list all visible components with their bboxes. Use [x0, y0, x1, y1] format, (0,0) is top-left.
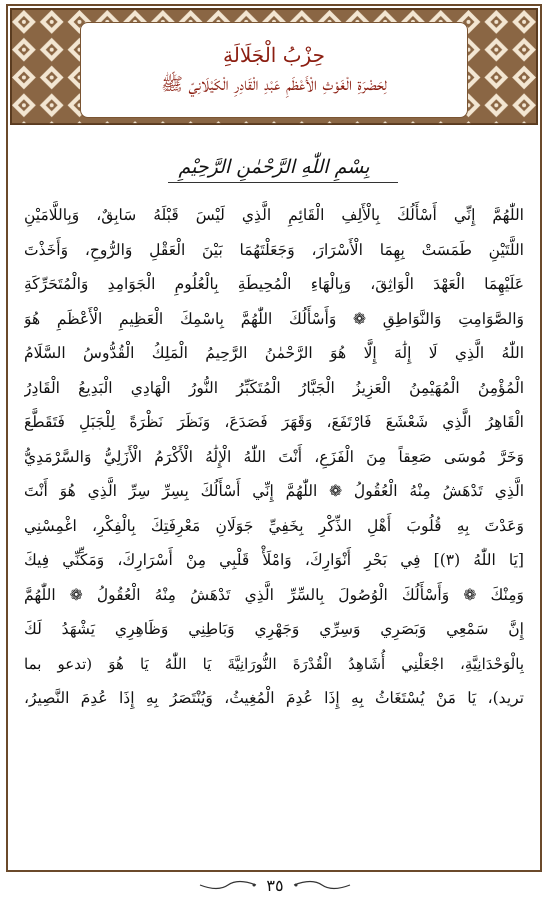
text-line: اللّٰهُمَّ إِنِّي أَسْأَلُكَ بِالْأَلِفِ الْقَائِمِ الَّذِي لَيْسَ قَبْلَهُ سَابِقٌ، وَبِاللَّامَيْنِ	[24, 206, 524, 224]
text-line: الْقَاهِرُ الَّذِي شَعْشَعَ فَارْتَفَعَ، وَقَهَرَ فَصَدَعَ، وَنَظَرَ نَظْرَةً لِلْجَبَلِ فَتَقَطَّعَ	[24, 413, 524, 431]
page-frame	[6, 4, 542, 872]
prayer-text	[24, 198, 524, 716]
footer-flourish-icon	[292, 878, 352, 892]
text-line: وَعَدْتَ بِهِ قُلُوبَ أَهْلِ الذِّكْرِ بِخَفِيِّ جَوَلَانِ مَعْرِفَتِكَ بِالْفِكْرِ، اغْمِسْنِي	[24, 516, 524, 535]
page-subtitle: لِحَضْرَةِ الْغَوْثِ الْأَعْظَمِ عَبْدِ الْقَادِرِ الْكَيْلَانِيّ ﷺ	[161, 74, 387, 95]
text-line: وَالصَّوَامِتِ وَالنَّوَاطِقِ ❁ وَأَسْأَلُكَ اللّٰهُمَّ بِاسْمِكَ الْعَظِيمِ الْأَعْظَمِ هُوَ	[24, 309, 524, 328]
text-line: بِالْوَحْدَانِيَّةِ، اجْعَلْنِي أُشَاهِدُ الْقُدْرَةَ النُّورَانِيَّةَ يَا اللّٰهُ يَا هُوَ (تدعو بما	[24, 654, 524, 673]
text-line: الْمُؤْمِنُ الْمُهَيْمِنُ الْعَزِيزُ الْجَبَّارُ الْمُتَكَبِّرُ النُّورُ الْهَادِي الْبَدِيعُ الْقَادِرُ	[24, 378, 524, 397]
basmala-underline	[168, 182, 398, 183]
basmala: بِسْمِ اللّٰهِ الرَّحْمٰنِ الرَّحِيْمِ	[178, 156, 370, 178]
text-line: إِنَّ سَمْعِي وَبَصَرِي وَسِرِّي وَجَهْرِي وَبَاطِنِي وَظَاهِرِي يَشْهَدُ لَكَ	[24, 620, 524, 638]
text-line: اللَّتَيْنِ طَمَسَتْ بِهِمَا الْأَسْرَارَ، وَجَعَلْتَهُمَا بَيْنَ الْعَقْلِ وَالرُّوحِ، وَأَخَذْتَ	[24, 240, 524, 259]
text-line: اللّٰهُ الَّذِي لَا إِلَٰهَ إِلَّا هُوَ الرَّحْمٰنُ الرَّحِيمُ الْمَلِكُ الْقُدُّوسُ السَّلَامُ	[24, 344, 524, 362]
text-line: وَمِنْكَ ❁ وَأَسْأَلُكَ الْوُصُولَ بِالسِّرِّ الَّذِي تَدْهَشُ مِنْهُ الْعُقُولُ ❁ اللّٰهُمَّ	[24, 585, 524, 604]
footer-flourish-icon	[198, 878, 258, 892]
text-line: الَّذِي تَدْهَشُ مِنْهُ الْعُقُولُ ❁ اللّٰهُمَّ إِنِّي أَسْأَلُكَ بِسِرِّ سِرِّ الَّذِي هُوَ أَنْتَ	[24, 482, 524, 500]
header-panel	[10, 8, 538, 126]
page-number: ٣٥	[266, 875, 284, 895]
text-line: [يَا اللّٰهُ (٣)] فِي بَحْرِ أَنْوَارِكَ، وَامْلَأْ قَلْبِي مِنْ أَسْرَارِكَ، وَمَكِّنِّي فِيكَ	[24, 551, 524, 569]
page-title: حِزْبُ الْجَلَالَةِ	[223, 43, 325, 67]
page-footer	[0, 872, 550, 898]
text-line: تريد)، يَا مَنْ يُسْتَغَاثُ بِهِ إِذَا عُدِمَ الْمُغِيثُ، وَيُنْتَصَرُ بِهِ إِذَا عُدِمَ النَّصِيرُ،	[24, 689, 524, 707]
text-line: عَلَيْهِمَا الْعَهْدَ الْوَاثِقَ، وَبِالْهَاءِ الْمُحِيطَةِ بِالْعُلُومِ الْجَوَامِدِ وَالْمُتَحَرِّكَةِ	[24, 275, 524, 293]
title-cartouche	[80, 22, 468, 118]
text-line: وَخَرَّ مُوسَى صَعِقاً مِنَ الْفَزَعِ، أَنْتَ اللّٰهُ الْإِلَٰهُ الْأَكْرَمُ الْأَزَلِيُّ وَالسَّرْمَدِيُّ	[24, 447, 524, 466]
